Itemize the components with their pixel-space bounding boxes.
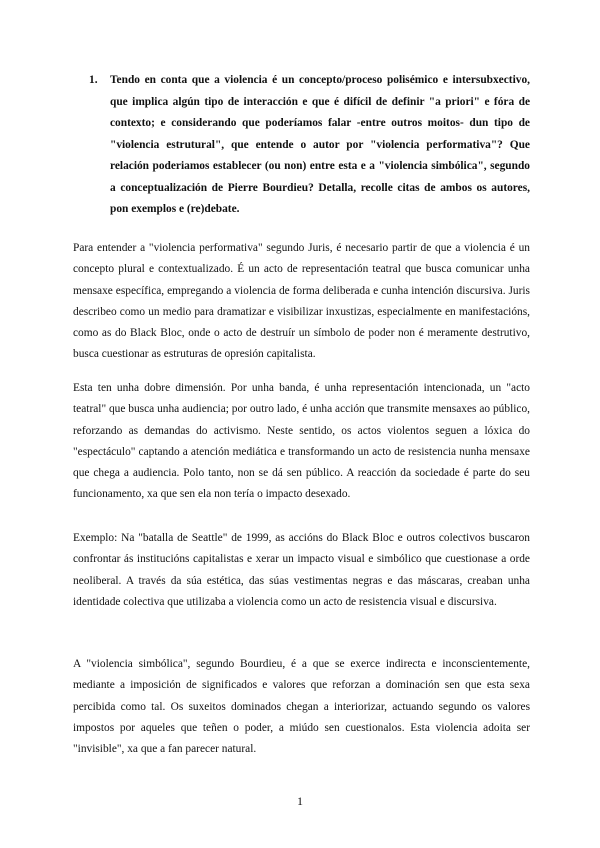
page-number: 1 xyxy=(297,794,303,808)
body-paragraph: Para entender a "violencia performativa" segundo Juris, é necesario partir de que a violencia é un concepto plural e contextualizado. É un acto de representación teatral que busca comunicar unha mensaxe específica, empregando a violencia de forma deliberada e cunha intención discursiva. Juris describeo como un medio para dramatizar e visibilizar inxustizas, especialmente en manifestacións, como as do Black Bloc, onde o acto de destruír un símbolo de poder non é meramente destrutivo, busca cuestionar as estruturas de opresión capitalista. xyxy=(73,242,530,361)
question-text: Tendo en conta que a violencia é un concepto/proceso polisémico e intersubxectivo, que implica algún tipo de interacción e que é difícil de definir "a priori" e fóra de contexto; e considerando que poderíamos falar -entre outros moitos- dun tipo de "violencia estrutural", que entende o autor por "violencia performativa"? Que relación poderiamos establecer (ou non) entre esta e a "violencia simbólica", segundo a conceptualización de Pierre Bourdieu? Detalla, recolle citas de ambos os autores, pon exemplos e (re)debate. xyxy=(110,74,530,215)
body-paragraph: Exemplo: Na "batalla de Seattle" de 1999, as accións do Black Bloc e outros colectivos buscaron confrontar ás institucións capitalistas e xerar un impacto visual e simbólico que cuestionase a orde neoliberal. A través da súa estética, das súas vestimentas negras e das máscaras, creaban unha identidade colectiva que utilizaba a violencia como un acto de resistencia visual e discursiva. xyxy=(73,532,530,608)
question-item xyxy=(89,70,530,221)
body-paragraph: Esta ten unha dobre dimensión. Por unha banda, é unha representación intencionada, un "acto teatral" que busca unha audiencia; por outro lado, é unha acción que transmite mensaxes ao público, reforzando as demandas do activismo. Neste sentido, os actos violentos seguen a lóxica do "espectáculo" captando a atención mediática e transformando un acto de resistencia nunha mensaxe que chega a audiencia. Polo tanto, non se dá sen público. A reacción da sociedade é parte do seu funcionamento, xa que sen ela non tería o impacto desexado. xyxy=(73,382,530,501)
question-number: 1. xyxy=(89,74,98,86)
body-paragraph: A "violencia simbólica", segundo Bourdieu, é a que se exerce indirecta e inconscientemente, mediante a imposición de significados e valores que reforzan a dominación sen que esta sexa percibida como tal. Os suxeitos dominados chegan a interiorizar, actuando segundo os valores impostos por aqueles que teñen o poder, a miúdo sen cuestionalos. Esta violencia adoita ser "invisible", xa que a fan parecer natural. xyxy=(73,658,530,756)
